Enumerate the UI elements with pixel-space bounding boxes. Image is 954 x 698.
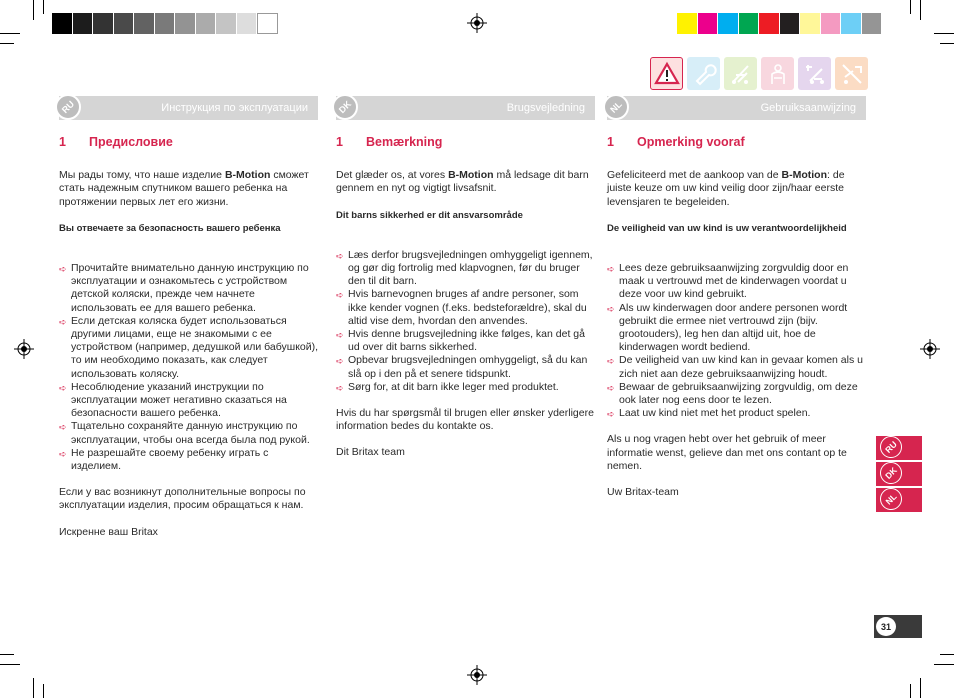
side-tab-label: NL	[875, 483, 906, 514]
crop-mark	[920, 678, 921, 698]
side-tab-label: RU	[875, 431, 906, 462]
lang-badge-nl: NL	[598, 89, 635, 126]
list-item: ➪ Læs derfor brugsvejledningen omhyggeligt igennem, og gør dig fortrolig med klapvognen, før du bruger den til dit barn.	[336, 248, 593, 288]
color-swatch	[52, 13, 73, 34]
crop-mark	[910, 0, 911, 14]
grayscale-bar	[52, 13, 278, 34]
lang-badge-ru: RU	[50, 89, 87, 126]
crop-mark	[0, 33, 20, 34]
crop-mark	[934, 664, 954, 665]
intro-paragraph: Gefeliciteerd met de aankoop van de B-Motion: de juiste keuze om uw kind veilig door zijn/haar eerste levensjaren te begeleiden.	[607, 169, 845, 208]
outro-paragraph: Hvis du har spørgsmål til brugen eller ønsker yderligere information bedes du kontakte os.	[336, 407, 594, 433]
list-item: ➪ Тщательно сохраняйте данную инструкцию по эксплуатации, чтобы она всегда была под рукой.	[59, 420, 310, 446]
bullet-list	[336, 249, 598, 394]
color-swatch	[698, 13, 719, 34]
color-swatch	[114, 13, 135, 34]
color-swatch	[216, 13, 237, 34]
list-item: ➪ Bewaar de gebruiksaanwijzing zorgvuldig, om deze ook later nog eens door te lezen.	[607, 380, 858, 407]
crop-mark	[43, 0, 44, 14]
intro-paragraph: Det glæder os, at vores B-Motion må ledsage dit barn gennem en nyt og vigtigt livsafsnit.	[336, 169, 589, 195]
color-swatch	[718, 13, 739, 34]
side-tab-label: DK	[875, 457, 906, 488]
column-header-title: Инструкция по эксплуатации	[161, 102, 308, 114]
wrench-icon	[687, 57, 720, 90]
side-tab-nl[interactable]	[876, 488, 922, 512]
color-swatch	[841, 13, 862, 34]
color-swatch	[780, 13, 801, 34]
color-swatch	[800, 13, 821, 34]
color-swatch	[257, 13, 278, 34]
safety-subtitle: Вы отвечаете за безопасность вашего ребенка	[59, 222, 281, 234]
column-header-nl	[607, 96, 866, 120]
page-number: 31	[876, 617, 896, 636]
signature: Dit Britax team	[336, 446, 405, 459]
section-title: Предисловие	[89, 135, 173, 149]
column-header-ru	[59, 96, 318, 120]
stroller-parts-icon	[798, 57, 831, 90]
section-title: Bemærkning	[366, 135, 443, 149]
color-swatch	[155, 13, 176, 34]
stroller-icon	[724, 57, 757, 90]
color-swatch	[739, 13, 760, 34]
color-swatch	[73, 13, 94, 34]
child-seat-icon	[761, 57, 794, 90]
list-item: ➪ Прочитайте внимательно данную инструкцию по эксплуатации и ознакомьтесь с устройством детской коляски, прежде чем начнете использовать ее для вашего ребенка.	[59, 262, 309, 314]
safety-subtitle: Dit barns sikkerhed er dit ansvarsområde	[336, 209, 523, 221]
column-dk	[336, 136, 598, 473]
section-heading	[607, 136, 869, 149]
crop-mark	[940, 654, 954, 655]
registration-mark-icon	[467, 13, 487, 33]
color-swatch	[677, 13, 698, 34]
warning-icon	[650, 57, 683, 90]
intro-paragraph: Мы рады тому, что наше изделие B-Motion сможет стать надежным спутником вашего ребенка на протяжении первых лет его жизни.	[59, 169, 309, 208]
section-title: Opmerking vooraf	[637, 135, 745, 149]
list-item: ➪ Не разрешайте своему ребенку играть с изделием.	[59, 446, 269, 473]
registration-mark-icon	[920, 339, 940, 359]
section-heading	[59, 136, 321, 149]
list-item: ➪ Opbevar brugsvejledningen omhyggeligt, så du kan slå op i den på et senere tidspunkt.	[336, 354, 588, 380]
side-tab-ru[interactable]	[876, 436, 922, 460]
pictogram-row	[650, 57, 868, 90]
section-number: 1	[607, 135, 614, 149]
crop-mark	[0, 654, 14, 655]
color-swatch	[134, 13, 155, 34]
crop-mark	[33, 678, 34, 698]
crop-mark	[43, 684, 44, 698]
color-swatch	[759, 13, 780, 34]
column-header-dk	[336, 96, 595, 120]
lang-badge-dk: DK	[327, 89, 364, 126]
outro-paragraph: Если у вас возникнут дополнительные вопросы по эксплуатации изделия, просим обращаться к нам.	[59, 486, 306, 512]
crop-mark	[934, 33, 954, 34]
registration-mark-icon	[14, 339, 34, 359]
column-header-title: Gebruiksaanwijzing	[760, 102, 856, 114]
section-heading	[336, 136, 598, 149]
signature: Искренне ваш Britax	[59, 525, 158, 538]
crop-mark	[910, 684, 911, 698]
color-swatch	[196, 13, 217, 34]
column-nl	[607, 136, 869, 512]
crop-mark	[0, 664, 20, 665]
list-item: ➪ Sørg for, at dit barn ikke leger med produktet.	[336, 380, 559, 393]
color-swatch	[821, 13, 842, 34]
list-item: ➪ Hvis barnevognen bruges af andre personer, som ikke kender vognen (f.eks. bedsteforældre), skal du altid vise dem, hvordan den anvendes.	[336, 288, 587, 327]
color-swatch	[175, 13, 196, 34]
list-item: ➪ Laat uw kind niet met het product spelen.	[607, 407, 811, 420]
list-item: ➪ Hvis denne brugsvejledning ikke følges, kan det gå ud over dit barns sikkerhed.	[336, 328, 585, 354]
color-bar	[677, 13, 882, 34]
crop-mark	[0, 43, 14, 44]
list-item: ➪ Lees deze gebruiksaanwijzing zorgvuldig door en maak u vertrouwd met de kinderwagen voordat u deze voor uw kind gebruikt.	[607, 262, 849, 301]
signature: Uw Britax-team	[607, 486, 679, 499]
registration-mark-icon	[467, 665, 487, 685]
list-item: ➪ Als uw kinderwagen door andere personen wordt gebruikt die ermee niet vertrouwd zijn (bijv. grootouders), leg hen dan altijd uit, hoe de kinderwagen wordt bediend.	[607, 301, 848, 354]
side-tab-dk[interactable]	[876, 462, 922, 486]
crop-mark	[920, 0, 921, 20]
safety-subtitle: De veiligheid van uw kind is uw verantwoordelijkheid	[607, 222, 847, 234]
list-item: ➪ Если детская коляска будет использоваться другими лицами, еще не знакомыми с ее устройством (например, дедушкой или бабушкой), то им необходимо показать, как следует использовать коляску.	[59, 314, 319, 380]
color-swatch	[862, 13, 883, 34]
crop-mark	[940, 43, 954, 44]
column-ru	[59, 136, 321, 552]
section-number: 1	[59, 135, 66, 149]
list-item: ➪ De veiligheid van uw kind kan in gevaar komen als u zich niet aan deze gebruiksaanwijzing houdt.	[607, 354, 863, 380]
stroller-fold-icon	[835, 57, 868, 90]
bullet-list	[607, 262, 869, 420]
color-swatch	[93, 13, 114, 34]
column-header-title: Brugsvejledning	[506, 102, 585, 114]
page-number-tab	[874, 615, 922, 638]
list-item: ➪ Несоблюдение указаний инструкции по эксплуатации может негативно сказаться на безопасности вашего ребенка.	[59, 380, 287, 420]
crop-mark	[33, 0, 34, 20]
color-swatch	[237, 13, 258, 34]
outro-paragraph: Als u nog vragen hebt over het gebruik of meer informatie wenst, gelieve dan met ons contant op te nemen.	[607, 433, 847, 472]
bullet-list	[59, 262, 321, 473]
section-number: 1	[336, 135, 343, 149]
